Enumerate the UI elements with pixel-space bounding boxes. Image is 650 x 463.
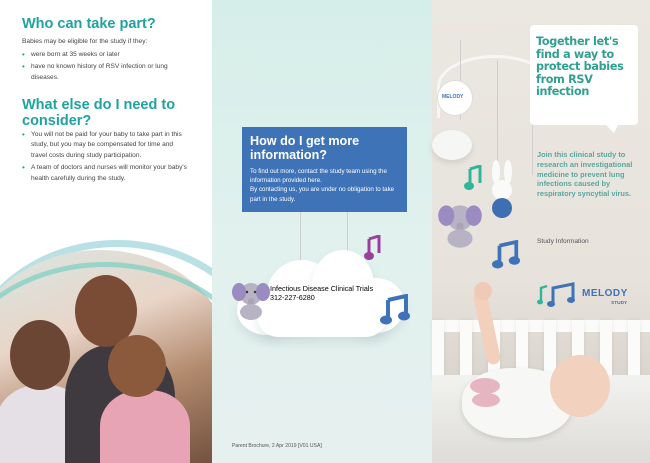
- who-can-take-part-heading: Who can take part?: [22, 16, 156, 32]
- music-note-icon: [462, 165, 484, 193]
- footer-text: Parent Brochure, 2 Apr 2019 [V01 USA]: [232, 443, 322, 449]
- music-note-icon: [380, 294, 410, 326]
- tagline-text: Together let's find a way to protect babies from RSV infection: [536, 35, 624, 99]
- what-else-heading: What else do I need to consider?: [22, 97, 176, 129]
- elephant-toy-icon: [232, 274, 270, 322]
- left-panel: [0, 0, 212, 463]
- contact-phone: 312-227-6280: [270, 292, 315, 302]
- mini-logo-text: MELODY: [442, 94, 464, 100]
- consider-item: • A team of doctors and nurses will monitor your baby's health carefully during the study.: [22, 163, 187, 184]
- baby-head: [550, 355, 610, 417]
- info-title: How do I get more information?: [250, 134, 360, 162]
- bunny-toy-icon: [482, 160, 522, 220]
- bunny-toy-ear: [470, 378, 500, 394]
- middle-panel: [212, 0, 432, 463]
- consider-item: • You will not be paid for your baby to take part in this study, but you may be compensated for time and travel costs during study participation.: [22, 130, 187, 161]
- consider-list: [22, 130, 187, 186]
- eligibility-item: • have no known history of RSV infection or lung diseases.: [22, 62, 192, 83]
- logo-word: MELODY: [582, 288, 628, 299]
- info-body-1: To find out more, contact the study team using the information provided here.: [250, 168, 387, 185]
- baby-hand: [474, 282, 492, 300]
- decorative-swoosh: [0, 262, 212, 463]
- melody-study-logo: [537, 282, 628, 313]
- who-intro-text: Babies may be eligible for the study if they:: [22, 38, 148, 45]
- info-box: [242, 127, 407, 212]
- contact-info: [270, 285, 373, 302]
- join-study-text: Join this clinical study to research an investigational medicine to prevent lung infections caused by respiratory syncytial virus.: [537, 150, 633, 199]
- logo-subtext: STUDY: [611, 301, 628, 306]
- melody-logo-icon: [537, 282, 579, 308]
- music-note-icon: [362, 235, 382, 263]
- contact-name: Infectious Disease Clinical Trials: [270, 284, 374, 293]
- eligibility-list: [22, 50, 192, 85]
- info-body-2: By contacting us, you are under no obligation to take part in the study.: [250, 186, 395, 203]
- music-note-icon: [492, 240, 520, 270]
- study-information-label: Study Information: [537, 238, 589, 245]
- right-panel: [432, 0, 650, 463]
- melody-logo-icon: [437, 80, 473, 116]
- eligibility-item: • were born at 35 weeks or later: [22, 50, 192, 60]
- elephant-toy-icon: [437, 195, 483, 250]
- cloud-toy: [432, 130, 472, 160]
- bunny-toy-ear: [472, 393, 500, 407]
